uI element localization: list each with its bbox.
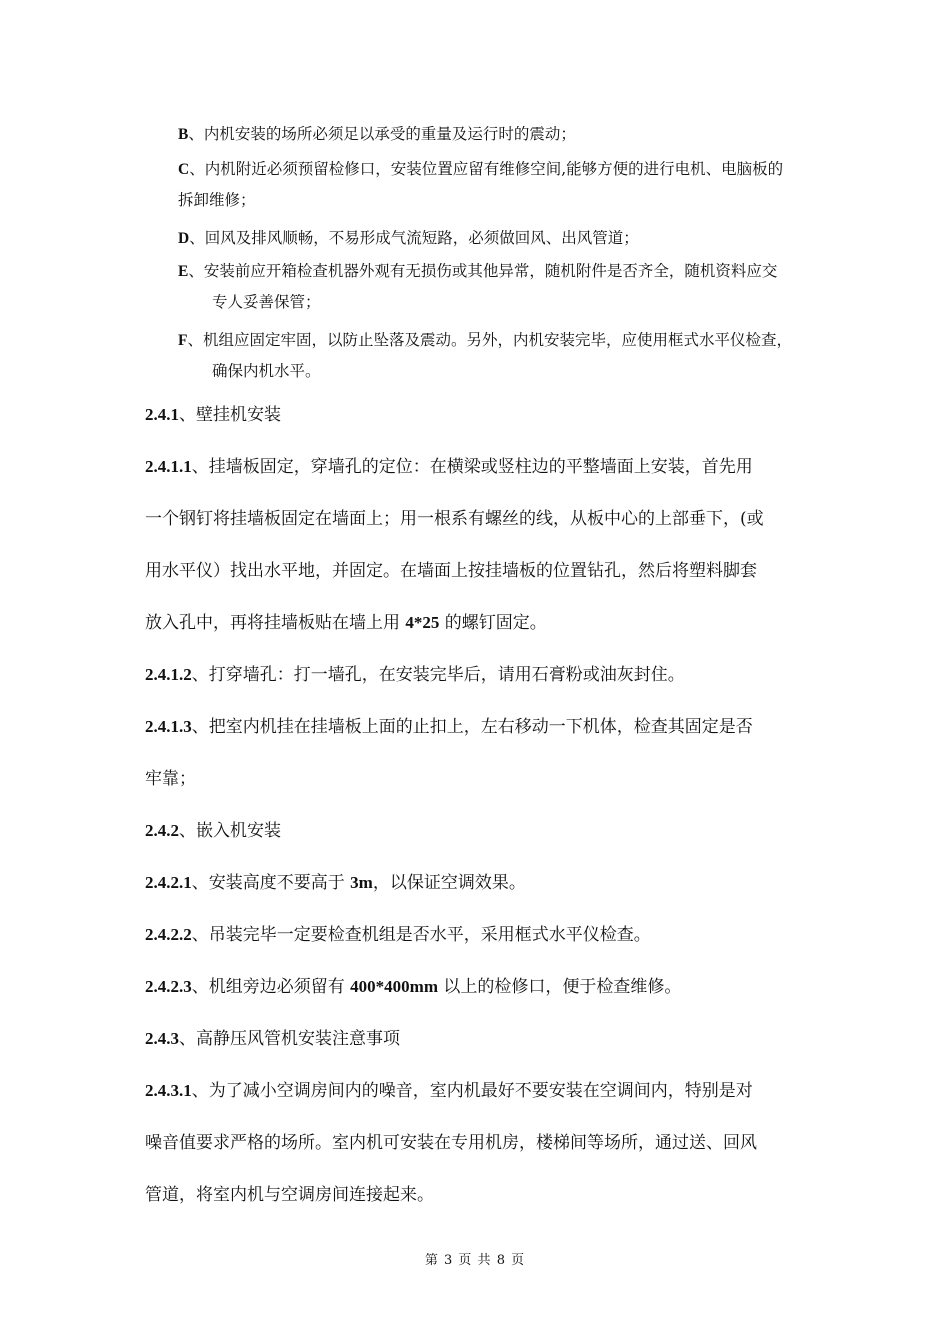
paragraph-text: 用水平仪）找出水平地，并固定。在墙面上按挂墙板的位置钻孔，然后将塑料脚套	[145, 561, 757, 581]
paragraph-2-4-2-2	[145, 923, 835, 975]
paragraph-text: 、为了减小空调房间内的噪音，室内机最好不要安装在空调间内，特别是对	[191, 1081, 753, 1101]
paragraph-text: 放入孔中，再将挂墙板贴在墙上用	[145, 613, 406, 633]
item-text: 、内机安装的场所必须足以承受的重量及运行时的震动；	[188, 125, 576, 143]
paragraph-text: 、挂墙板固定，穿墙孔的定位：在横梁或竖柱边的平整墙面上安装，首先用	[191, 457, 753, 477]
list-item-b	[178, 119, 830, 150]
paragraph-2-4-1-2	[145, 663, 835, 715]
item-text: 、安装前应开箱检查机器外观有无损伤或其他异常，随机附件是否齐全，随机资料应交	[188, 262, 778, 280]
paragraph-text: 、安装高度不要高于	[191, 873, 351, 893]
access-port-size: 400*400mm	[350, 977, 438, 996]
item-text-continued: 确保内机水平。	[212, 362, 321, 380]
section-number: 2.4.2.3	[145, 977, 192, 996]
section-title: 、嵌入机安装	[179, 821, 281, 841]
section-number: 2.4.2.1	[145, 873, 192, 892]
section-heading-2-4-1	[145, 403, 835, 455]
screw-spec: 4*25	[405, 613, 440, 632]
item-label: B	[178, 126, 189, 143]
item-text: 、回风及排风顺畅，不易形成气流短路，必须做回风、出风管道；	[189, 229, 639, 247]
paragraph-2-4-1-1	[145, 455, 835, 663]
item-label: D	[178, 230, 190, 247]
item-text: 、机组应固定牢固，以防止坠落及震动。另外，内机安装完毕，应使用框式水平仪检查，	[187, 331, 792, 349]
item-label: F	[178, 332, 188, 349]
list-item-c	[178, 154, 830, 216]
page-footer: 第 3 页 共 8 页	[424, 1253, 526, 1268]
item-label: C	[178, 161, 190, 178]
list-item-d	[178, 223, 830, 254]
paragraph-2-4-3-1	[145, 1079, 835, 1235]
section-heading-2-4-3	[145, 1027, 835, 1079]
paragraph-text: 、机组旁边必须留有	[191, 977, 351, 997]
section-number: 2.4.1.2	[145, 665, 192, 684]
section-number: 2.4.1.3	[145, 717, 192, 736]
section-number: 2.4.1	[145, 405, 179, 424]
paragraph-text: 、吊装完毕一定要检查机组是否水平，采用框式水平仪检查。	[191, 925, 651, 945]
section-number: 2.4.3.1	[145, 1081, 192, 1100]
section-title: 、高静压风管机安装注意事项	[179, 1029, 400, 1049]
paragraph-2-4-2-3	[145, 975, 835, 1027]
paragraph-text: 管道，将室内机与空调房间连接起来。	[145, 1185, 434, 1205]
paragraph-text: 牢靠；	[145, 769, 196, 789]
paragraph-2-4-1-3	[145, 715, 835, 819]
section-number: 2.4.2	[145, 821, 179, 840]
section-number: 2.4.1.1	[145, 457, 192, 476]
item-text-continued: 拆卸维修；	[178, 191, 256, 209]
paragraph-2-4-2-1	[145, 871, 835, 923]
item-text: 、内机附近必须预留检修口，安装位置应留有维修空间,能够方便的进行电机、电脑板的	[189, 160, 784, 178]
section-number: 2.4.2.2	[145, 925, 192, 944]
section-title: 、壁挂机安装	[179, 405, 281, 425]
section-heading-2-4-2	[145, 819, 835, 871]
paragraph-text: 以上的检修口，便于检查维修。	[437, 977, 682, 997]
paragraph-text: 、把室内机挂在挂墙板上面的止扣上，左右移动一下机体，检查其固定是否	[191, 717, 753, 737]
item-label: E	[178, 263, 189, 280]
list-item-f	[178, 325, 830, 387]
paragraph-text: 的螺钉固定。	[439, 613, 547, 633]
paragraph-text: ，以保证空调效果。	[372, 873, 526, 893]
item-text-continued: 专人妥善保管；	[212, 293, 321, 311]
height-value: 3m	[350, 873, 373, 892]
list-item-e	[178, 256, 830, 318]
section-number: 2.4.3	[145, 1029, 179, 1048]
paragraph-text: 一个钢钉将挂墙板固定在墙面上；用一根系有螺丝的线，从板中心的上部垂下，(或	[145, 509, 764, 529]
paragraph-text: 、打穿墙孔：打一墙孔，在安装完毕后，请用石膏粉或油灰封住。	[191, 665, 685, 685]
paragraph-text: 噪音值要求严格的场所。室内机可安装在专用机房，楼梯间等场所，通过送、回风	[145, 1133, 757, 1153]
